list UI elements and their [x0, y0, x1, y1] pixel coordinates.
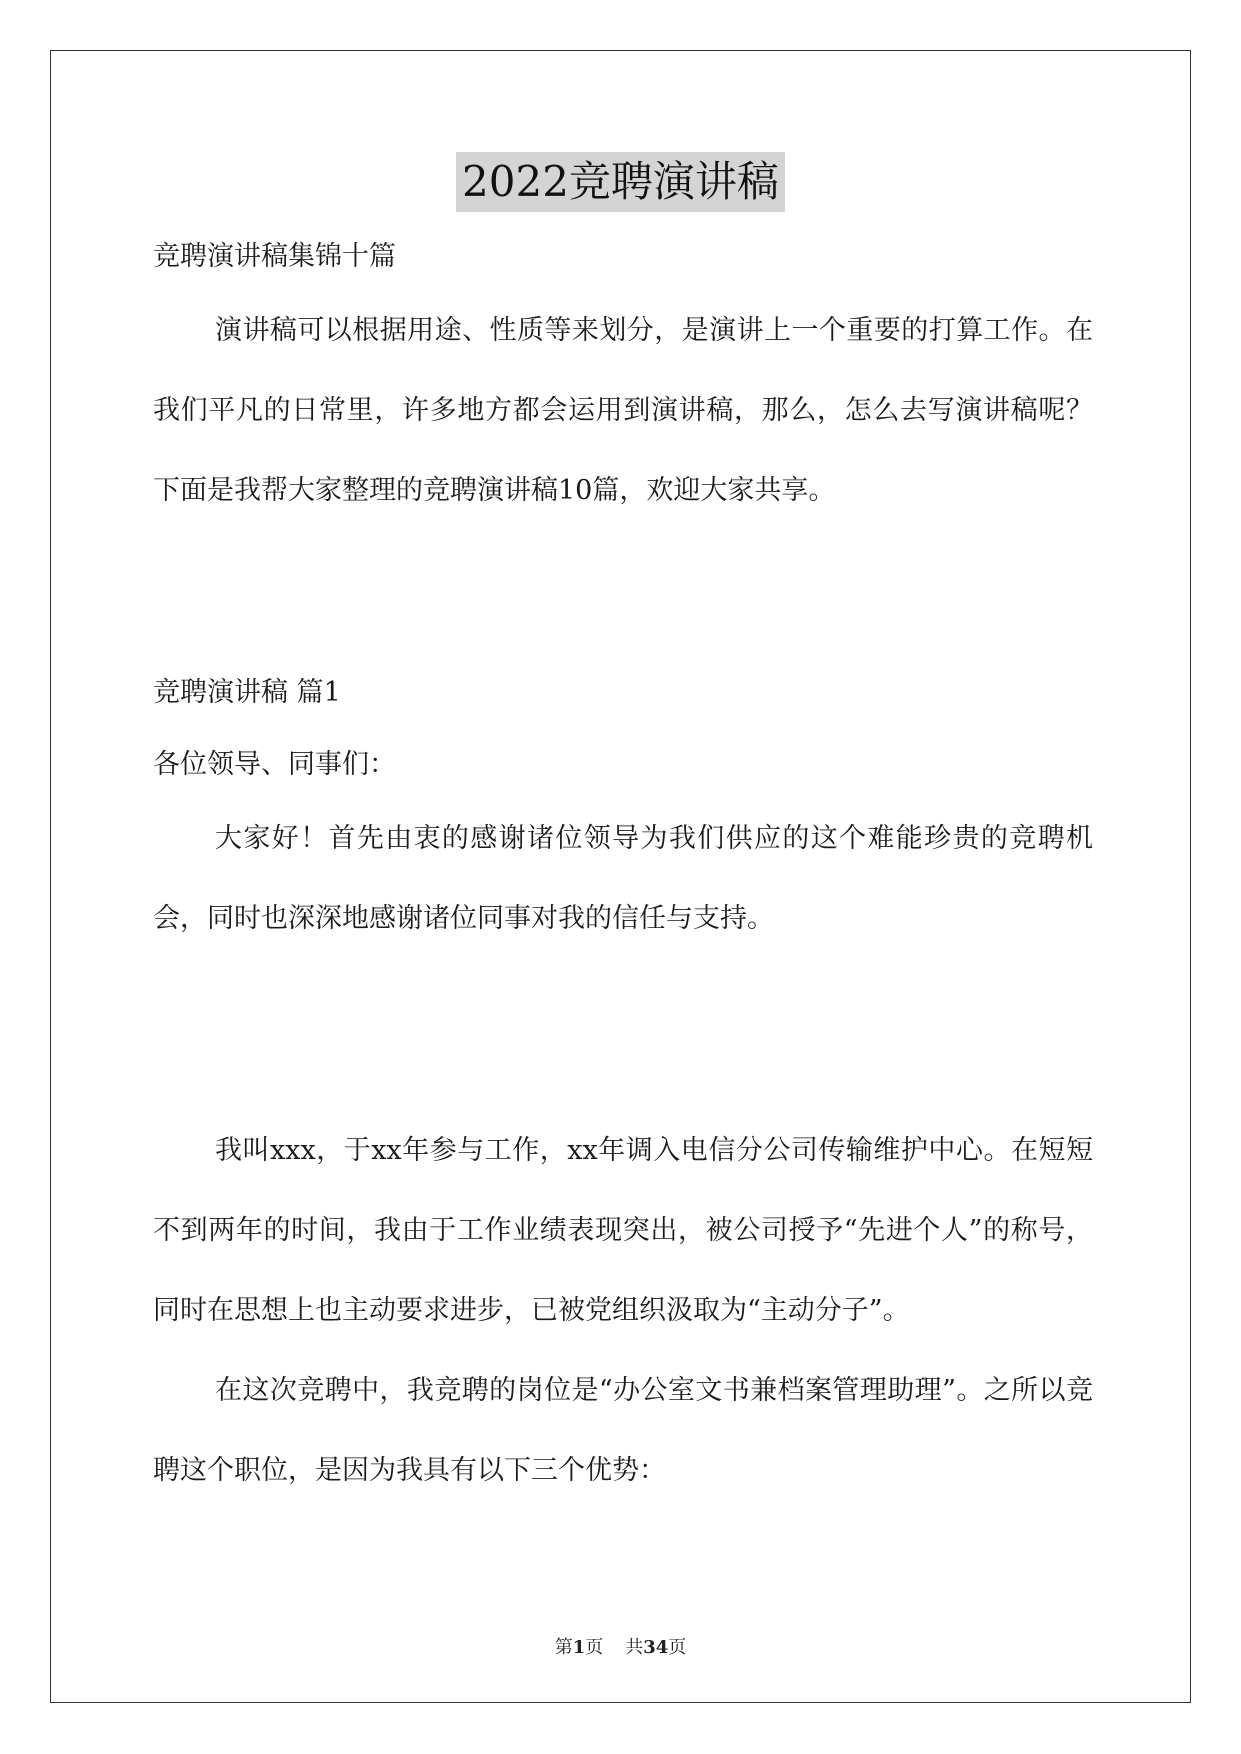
document-title: 2022竞聘演讲稿 [456, 152, 785, 212]
document-subtitle: 竞聘演讲稿集锦十篇 [153, 241, 396, 272]
footer-total-prefix: 共 [625, 1637, 644, 1658]
body-paragraph-2: 我叫xxx，于xx年参与工作，xx年调入电信分公司传输维护中心。在短短不到两年的时间，我由于工作业绩表现突出，被公司授予“先进个人”的称号，同时在思想上也主动要求进步，已被党组织汲取为“主动分子”。 [153, 1135, 1093, 1326]
body-paragraph-3: 在这次竞聘中，我竞聘的岗位是“办公室文书兼档案管理助理”。之所以竞聘这个职位，是因为我具有以下三个优势： [153, 1375, 1093, 1486]
page-footer [0, 1633, 1241, 1659]
greeting: 各位领导、同事们： [153, 749, 396, 780]
intro-paragraph: 演讲稿可以根据用途、性质等来划分，是演讲上一个重要的打算工作。在我们平凡的日常里，许多地方都会运用到演讲稿，那么，怎么去写演讲稿呢？下面是我帮大家整理的竞聘演讲稿10篇，欢迎大家共享。 [153, 315, 1093, 506]
footer-page-prefix: 第 [554, 1637, 573, 1658]
footer-page-mid: 页 [585, 1637, 604, 1658]
footer-page-current: 1 [572, 1637, 586, 1658]
footer-page-total: 34 [643, 1637, 669, 1658]
title-container [0, 152, 1241, 212]
body-paragraph-1: 大家好！首先由衷的感谢诸位领导为我们供应的这个难能珍贵的竞聘机会，同时也深深地感谢诸位同事对我的信任与支持。 [153, 823, 1093, 934]
section-heading: 竞聘演讲稿 篇1 [153, 677, 341, 708]
footer-total-suffix: 页 [668, 1637, 687, 1658]
